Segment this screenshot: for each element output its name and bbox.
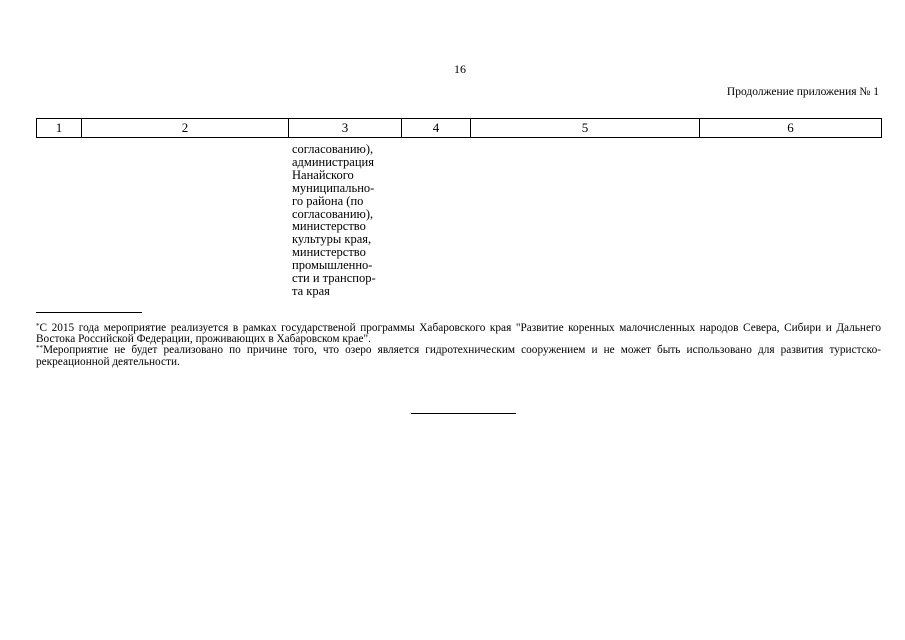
footnotes bbox=[36, 323, 881, 368]
footnote-1 bbox=[36, 323, 881, 345]
column-number-3: 3 bbox=[289, 119, 402, 138]
column-number-6: 6 bbox=[700, 119, 882, 138]
footnote-2-mark: ** bbox=[36, 344, 43, 353]
column-number-1: 1 bbox=[37, 119, 82, 138]
footnote-2 bbox=[36, 345, 881, 367]
footnote-separator bbox=[36, 312, 142, 313]
column-number-2: 2 bbox=[82, 119, 289, 138]
end-of-document-rule bbox=[411, 413, 516, 414]
responsible-executors-cell: согласованию), администрация Нанайского муниципально- го района (по согласованию), министерство культуры края, министерство промышленно- сти и транспор- та края bbox=[292, 142, 376, 298]
column-number-row bbox=[37, 119, 882, 138]
footnote-2-text: Мероприятие не будет реализовано по причине того, что озеро является гидротехническим сооружением и не может быть использовано для развития туристско-рекреационной деятельности. bbox=[36, 344, 881, 368]
footnote-1-text: С 2015 года мероприятие реализуется в рамках государственой программы Хабаровского края "Развитие коренных малочисленных народов Севера, Сибири и Дальнего Востока Российской Федерации, проживающих в Хабаровском крае". bbox=[36, 322, 881, 346]
column-number-header-table bbox=[36, 118, 882, 138]
column-number-4: 4 bbox=[402, 119, 471, 138]
appendix-continuation-label: Продолжение приложения № 1 bbox=[726, 86, 879, 98]
column-number-5: 5 bbox=[471, 119, 700, 138]
page-number: 16 bbox=[454, 62, 466, 76]
footnote-1-mark: * bbox=[36, 322, 40, 330]
